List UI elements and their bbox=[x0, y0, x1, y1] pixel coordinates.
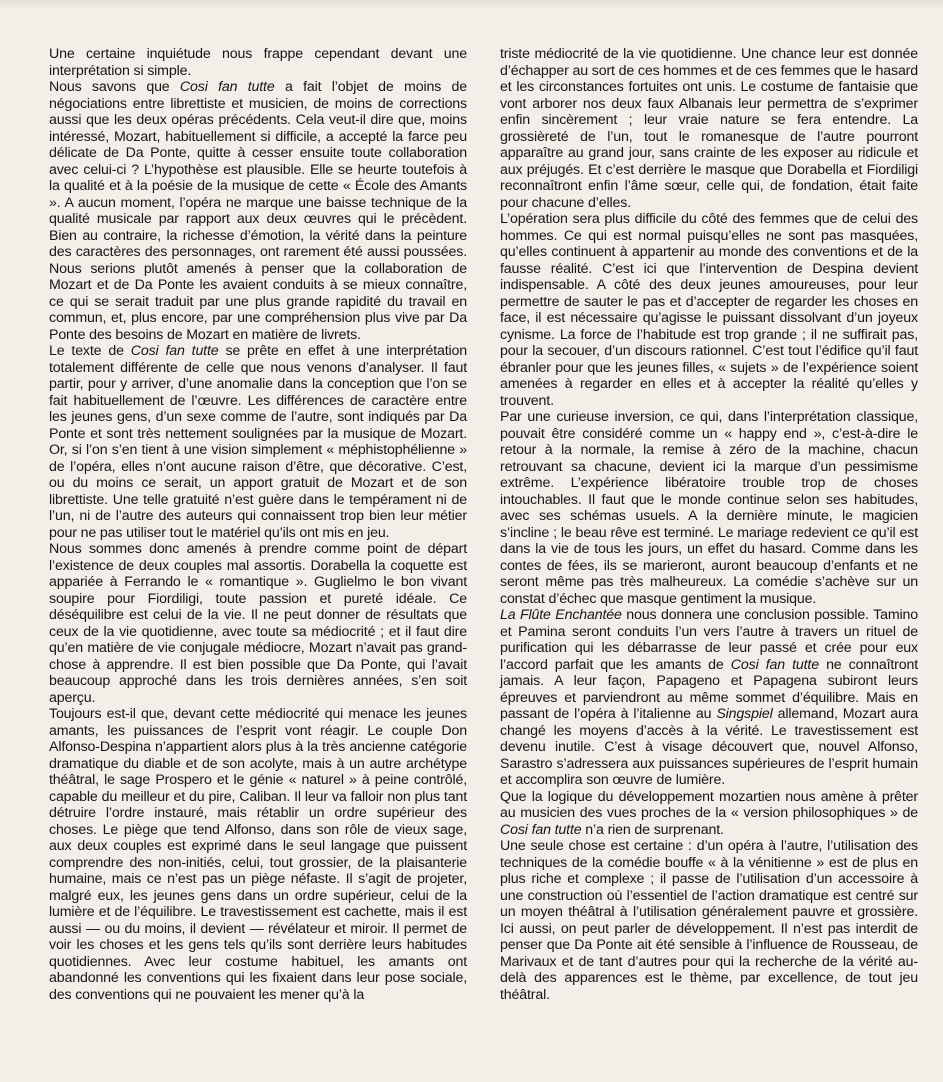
paragraph bbox=[49, 343, 467, 541]
left-text-column bbox=[49, 46, 467, 1003]
text-run: Toujours est-il que, devant cette médiocrité qui menace les jeunes amants, les puissances de l’esprit vont réagir. Le couple Don Alfonso-Despina n’appartient alors plus à la très ancienne catégorie dramatique du diable et de son acolyte, mais à un autre archétype théâtral, le sage Prospero et le génie « naturel » à peine contrôlé, capable du meilleur et du pire, Caliban. Il leur va falloir non plus tant détruire l’ordre instauré, mais rétablir un ordre supérieur des choses. Le piège que tend Alfonso, dans son rôle de vieux sage, aux deux couples est exprimé dans le seul langage que puissent comprendre des non-initiés, celui, tout grossier, de la plaisanterie humaine, mais ce n’est pas un piège néfaste. Il s’agit de projeter, malgré eux, les jeunes gens dans un ordre supérieur, celui de la lumière et de l’équilibre. Le travestissement est cachette, mais il est aussi — ou du moins, il devient — révélateur et miroir. Il permet de voir les choses et les gens tels qu’ils sont derrière leurs habitudes quotidiennes. Avec leur costume habituel, les amants ont abandonné les conventions qui les fixaient dans leur pose sociale, des conventions qui ne pouvaient les mener qu’à la bbox=[49, 706, 467, 1003]
text-run: triste médiocrité de la vie quotidienne. Une chance leur est donnée d’échapper au sort de ces hommes et de ces femmes que le hasard et les circonstances fortuites ont unis. Le costume de fantaisie que vont arborer nos deux faux Albanais leur permettra de s’exprimer enfin sincèrement ; leur vraie nature se fera entendre. La grossièreté de l’un, tout le romanesque de l’autre pourront apparaître au grand jour, sans crainte de les exposer au ridicule et aux préjugés. Et c’est derrière le masque que Dorabella et Fiordiligi reconnaîtront enfin l’âme sœur, celle qui, de fondation, était faite pour chacune d’elles. bbox=[500, 46, 918, 211]
paragraph bbox=[500, 46, 918, 211]
text-run: Une certaine inquiétude nous frappe cependant devant une interprétation si simple. bbox=[49, 46, 467, 79]
paragraph bbox=[500, 838, 918, 1003]
text-run: allemand, Mozart aura changé les moyens d’accès à la vérité. Le travestissement est devenu inutile. C’est à visage découvert que, nouvel Alfonso, Sarastro s’adressera aux puissances supérieures de l’esprit humain et accomplira son œuvre de lumière. bbox=[500, 706, 918, 788]
paragraph bbox=[500, 789, 918, 839]
italic-title: Cosi fan tutte bbox=[500, 821, 582, 838]
paragraph bbox=[49, 79, 467, 343]
italic-title: Singspiel bbox=[716, 706, 773, 722]
text-run: Par une curieuse inversion, ce qui, dans l’interprétation classique, pouvait être considéré comme un « happy end », c’est-à-dire le retour à la normale, la remise à zéro de la machine, chacun retrouvant sa chacune, devient ici la marque d’un pessimisme extrême. L’expérience libératoire trouble trop de choses intouchables. Il faut que le monde continue selon ses habitudes, avec ses schémas usuels. A la dernière minute, le magicien s’incline ; le beau rêve est terminé. Le mariage redevient ce qu’il est dans la vie de tous les jours, un effet du hasard. Comme dans les contes de fées, ils se marieront, auront beaucoup d’enfants et ne seront même pas très malheureux. La comédie s’achève sur un constat d’échec que masque gentiment la musique. bbox=[500, 409, 918, 607]
text-run: L’opération sera plus difficile du côté des femmes que de celui des hommes. Ce qui est normal puisqu’elles ne sont pas masquées, qu’elles continuent à appartenir au monde des conventions et de la fausse réalité. C’est ici que l’intervention de Despina devient indispensable. A côté des deux jeunes amoureuses, pour leur permettre de sauter le pas et d’accepter de regarder les choses en face, il est nécessaire qu’agisse le puissant dissolvant d’un joyeux cynisme. La force de l’habitude est trop grande ; il ne suffirait pas, pour la secouer, d’un discours rationnel. C’est tout l’édifice qu’il faut ébranler pour que les jeunes filles, « sujets » de l’expérience soient amenées à regarder en elles et à accepter la réalité qu’elles y trouvent. bbox=[500, 211, 918, 409]
text-run: Nous sommes donc amenés à prendre comme point de départ l’existence de deux couples mal assortis. Dorabella la coquette est appariée à Ferrando le « romantique ». Guglielmo le bon vivant soupire pour Fiordiligi, toute passion et pureté idéale. Ce déséquilibre est celui de la vie. Il ne peut donner de résultats que ceux de la vie quotidienne, avec toute sa médiocrité ; et il faut dire qu’en matière de vie conjugale médiocre, Mozart n’avait pas grand-chose à apprendre. Il est bien possible que Da Ponte, qui l’avait beaucoup approché dans les trois dernières années, s’en soit aperçu. bbox=[49, 541, 467, 706]
text-run: ne connaîtront jamais. A leur façon, Papageno et Papagena subiront leurs épreuves et parviendront au même sommet d’équilibre. Mais en passant de l’opéra à l’italienne au bbox=[500, 656, 919, 722]
text-run: nous donnera une conclusion possible. Tamino et Pamina seront conduits l’un vers l’autre à travers un rituel de purification qui les débarrasse de leur passé et crée pour eux l’accord parfait que les amants de bbox=[500, 607, 918, 673]
paragraph bbox=[500, 211, 918, 409]
paragraph bbox=[49, 46, 467, 79]
paragraph bbox=[49, 706, 467, 1003]
italic-title: Cosi fan tutte bbox=[179, 79, 275, 95]
paragraph bbox=[500, 607, 918, 789]
text-run: se prête en effet à une interprétation totalement différente de celle que nous venons d’analyser. Il faut partir, pour y arriver, d’une anomalie dans la conception que l’on se fait habituellement de l’œuvre. Les différences de caractère entre les jeunes gens, d’un sexe comme de l’autre, sont indiqués par Da Ponte et sont très nettement soulignées par la musique de Mozart. Or, si l’on s’en tient à une vision simplement « méphistophélienne » de l’opéra, elles n’ont aucune raison d’être, que décorative. C’est, ou du moins ce serait, un apport gratuit de Mozart et de son librettiste. Une telle gratuité n’est guère dans le tempérament ni de l’un, ni de l’autre des auteurs qui connaissent trop bien leur métier pour ne pas utiliser tout le matériel qu’ils ont mis en jeu. bbox=[49, 343, 467, 541]
text-run: Le texte de bbox=[49, 343, 131, 359]
italic-title: Cosi fan tutte bbox=[130, 343, 219, 359]
text-run: Nous savons que bbox=[49, 79, 180, 95]
text-run: Que la logique du développement mozartien nous amène à prêter au musicien des vues proches de la « version philosophiques » de bbox=[500, 788, 918, 821]
page-top-edge bbox=[0, 0, 943, 10]
paragraph bbox=[500, 409, 918, 607]
italic-title: Cosi fan tutte bbox=[730, 656, 819, 673]
text-run: Une seule chose est certaine : d’un opéra à l’autre, l’utilisation des techniques de la comédie bouffe « à la vénitienne » est de plus en plus riche et complexe ; il passe de l’utilisation d’un accessoire à une construction où l’essentiel de l’action dramatique est centré sur un moyen théâtral à l’utilisation généralement pauvre et grossière. Ici aussi, on peut parler de développement. Il n’est pas interdit de penser que Da Ponte ait été sensible à l’influence de Rousseau, de Marivaux et de tant d’autres pour qui la recherche de la vérité au-delà des apparences est le thème, par excellence, de tout jeu théâtral. bbox=[500, 838, 918, 1003]
paragraph bbox=[49, 541, 467, 706]
italic-title: La Flûte Enchantée bbox=[500, 607, 622, 623]
right-text-column bbox=[500, 46, 918, 1003]
text-run: n’a rien de surprenant. bbox=[581, 821, 724, 838]
text-run: a fait l’objet de moins de négociations entre librettiste et musicien, de moins de corrections aussi que les deux opéras précédents. Cela veut-il dire que, moins intéressé, Mozart, habituellement si difficile, a accepté la farce peu délicate de Da Ponte, quitte à cesser ensuite toute collaboration avec celui-ci ? L’hypothèse est plausible. Elle se heurte toutefois à la qualité et à la poésie de la musique de cette « École des Amants ». A aucun moment, l’opéra ne marque une baisse technique de la qualité musicale par rapport aux deux œuvres qui le précèdent. Bien au contraire, la richesse d’émotion, la vérité dans la peinture des caractères des personnages, ont rarement été aussi poussées. Nous serions plutôt amenés à penser que la collaboration de Mozart et de Da Ponte les avaient conduits à se mieux connaître, ce qui se serait traduit par une plus grande rapidité du travail en commun, et, plus encore, par une compréhension plus vive par Da Ponte des besoins de Mozart en matière de livrets. bbox=[49, 79, 467, 343]
